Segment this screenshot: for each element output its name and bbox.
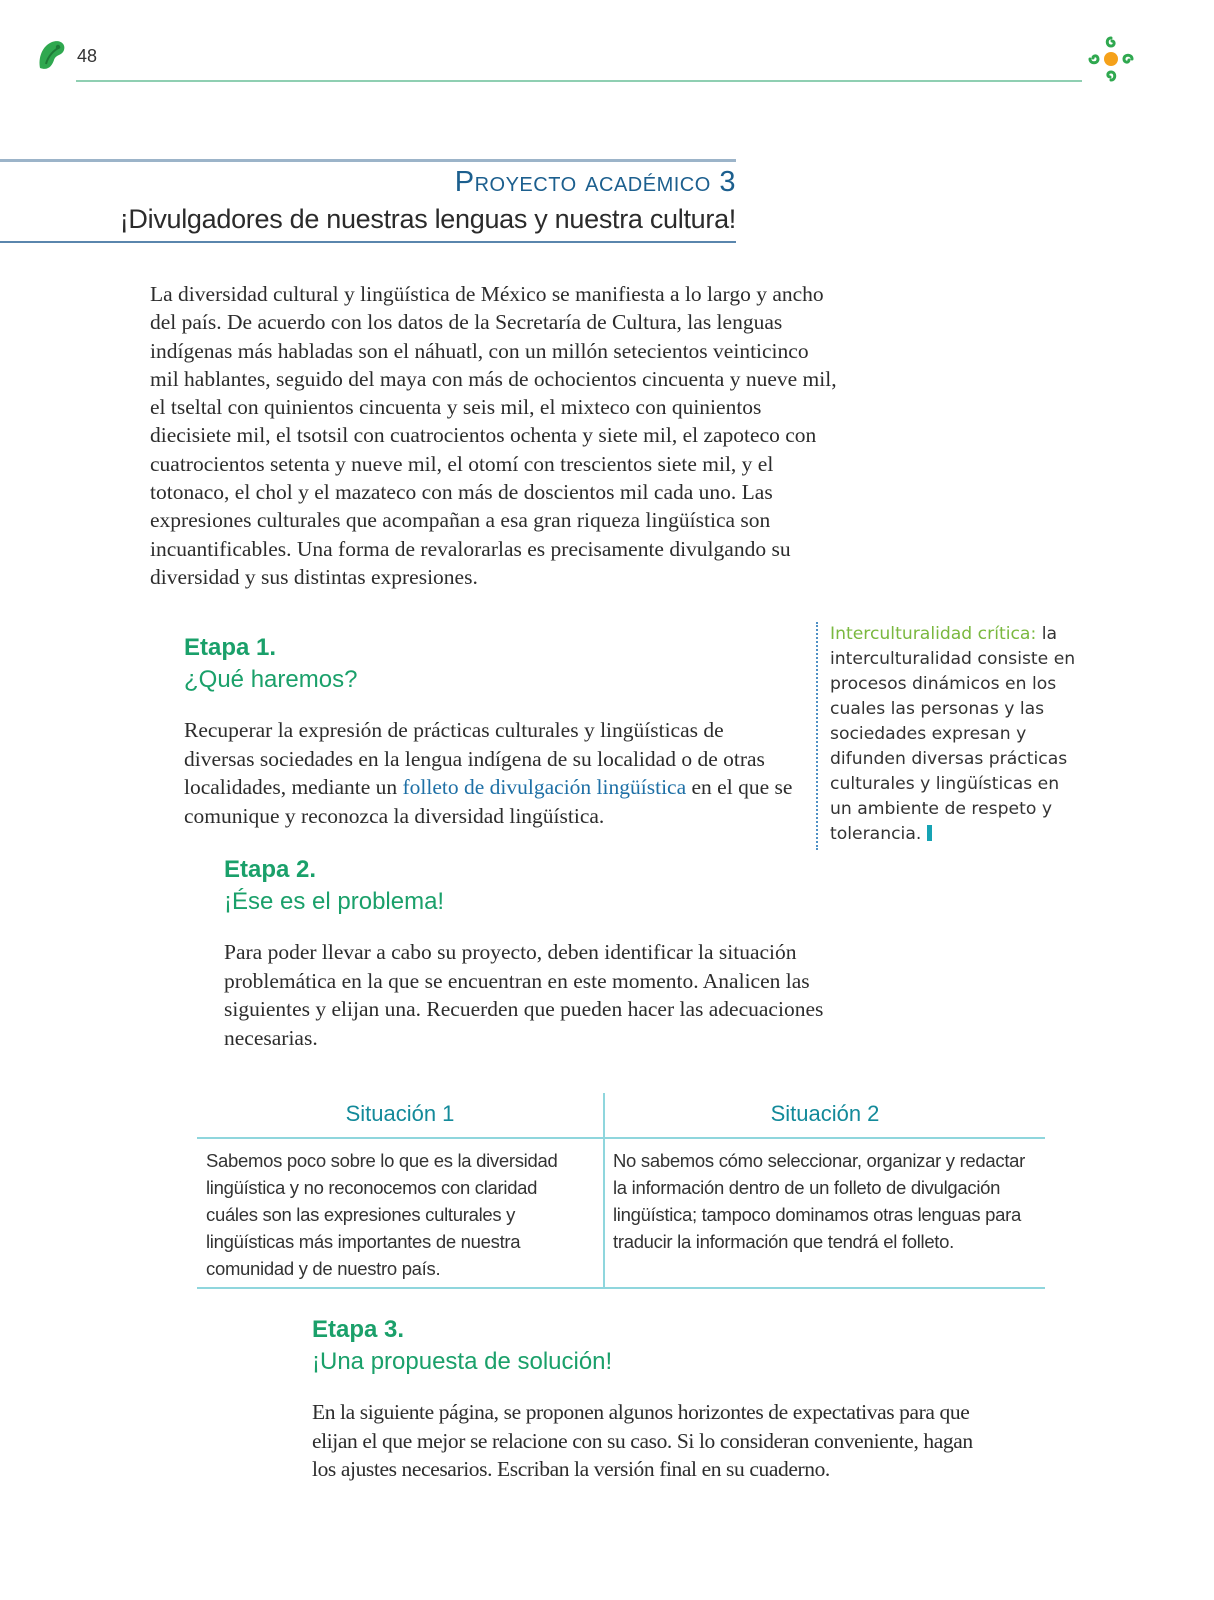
stage3-subtitle: ¡Una propuesta de solución! [312, 1348, 613, 1375]
situation1-header: Situación 1 [345, 1101, 455, 1126]
header-rule [76, 80, 1082, 82]
situation2-header: Situación 2 [770, 1101, 880, 1126]
title-rule-top [0, 159, 736, 162]
stage2-subtitle: ¡Ése es el problema! [224, 888, 445, 915]
situation2-cell: No sabemos cómo seleccionar, organizar y redactar la información dentro de un folleto de divulgación lingüística; tampoco dominamos otras lenguas para traducir la información que tendrá el folleto. [613, 1150, 1026, 1252]
stage2-label: Etapa 2. [224, 856, 317, 883]
leaf-mascot-icon [36, 38, 68, 74]
glossary-term: Interculturalidad crítica: [830, 624, 1037, 644]
situation1-cell: Sabemos poco sobre lo que es la diversidad lingüística y no reconocemos con claridad cuáles son las expresiones culturales y lingüísticas más importantes de nuestra comunidad y de nuestro país. [206, 1150, 558, 1279]
flower-ornament-icon [1084, 32, 1138, 86]
project-kicker: Proyecto académico 3 [454, 166, 736, 198]
stage3-label: Etapa 3. [312, 1316, 405, 1343]
end-mark-icon [927, 825, 932, 841]
stage1-highlight: folleto de divulgación lingüística [402, 775, 687, 799]
page-number: 48 [77, 46, 98, 66]
stage1-subtitle: ¿Qué haremos? [184, 666, 358, 693]
project-title: ¡Divulgadores de nuestras lenguas y nuestra cultura! [119, 204, 736, 234]
table-bottom-rule [197, 1287, 1045, 1289]
glossary-definition: la interculturalidad consiste en procesos dinámicos en los cuales las personas y las sociedades expresan y difunden diversas prácticas culturales y lingüísticas en un ambiente de respeto y tolerancia. [830, 624, 1076, 844]
situations-table [197, 1093, 1045, 1289]
table-column-divider [603, 1093, 605, 1289]
stage3-paragraph: En la siguiente página, se proponen algunos horizontes de expectativas para que elijan el que mejor se relacione con su caso. Si lo consideran conveniente, hagan los ajustes necesarios. Escriban la versión final en su cuaderno. [312, 1400, 973, 1481]
glossary-sidebar [816, 622, 1086, 850]
stage2-paragraph: Para poder llevar a cabo su proyecto, deben identificar la situación problemática en la que se encuentran en este momento. Analicen las siguientes y elijan una. Recuerden que pueden hacer las adecuaciones necesarias. [224, 940, 824, 1050]
stage1-paragraph [184, 716, 794, 830]
table-header-rule [197, 1137, 1045, 1139]
glossary-text [830, 622, 1086, 847]
intro-paragraph: La diversidad cultural y lingüística de México se manifiesta a lo largo y ancho del país. De acuerdo con los datos de la Secretaría de Cultura, las lenguas indígenas más habladas son el náhuatl, con un millón setecientos veinticinco mil hablantes, seguido del maya con más de ochocientos cincuenta y nueve mil, el tseltal con quinientos cincuenta y seis mil, el mixteco con quinientos diecisiete mil, el tsotsil con cuatrocientos ochenta y siete mil, el zapoteco con cuatrocientos setenta y nueve mil, el otomí con trescientos siete mil, y el totonaco, el chol y el mazateco con más de doscientos mil cada uno. Las expresiones culturales que acompañan a esa gran riqueza lingüística son incuantificables. Una forma de revalorarlas es precisamente divulgando su diversidad y sus distintas expresiones. [150, 282, 837, 589]
stage1-text-before: Recuperar la expresión de prácticas culturales y lingüísticas de diversas sociedades en la lengua indígena de su localidad o de otras localidades, mediante un [184, 718, 765, 799]
title-rule-bottom [0, 241, 736, 243]
stage1-text-after: en el que se comunique y reconozca la diversidad lingüística. [184, 775, 793, 828]
stage1-label: Etapa 1. [184, 634, 277, 661]
